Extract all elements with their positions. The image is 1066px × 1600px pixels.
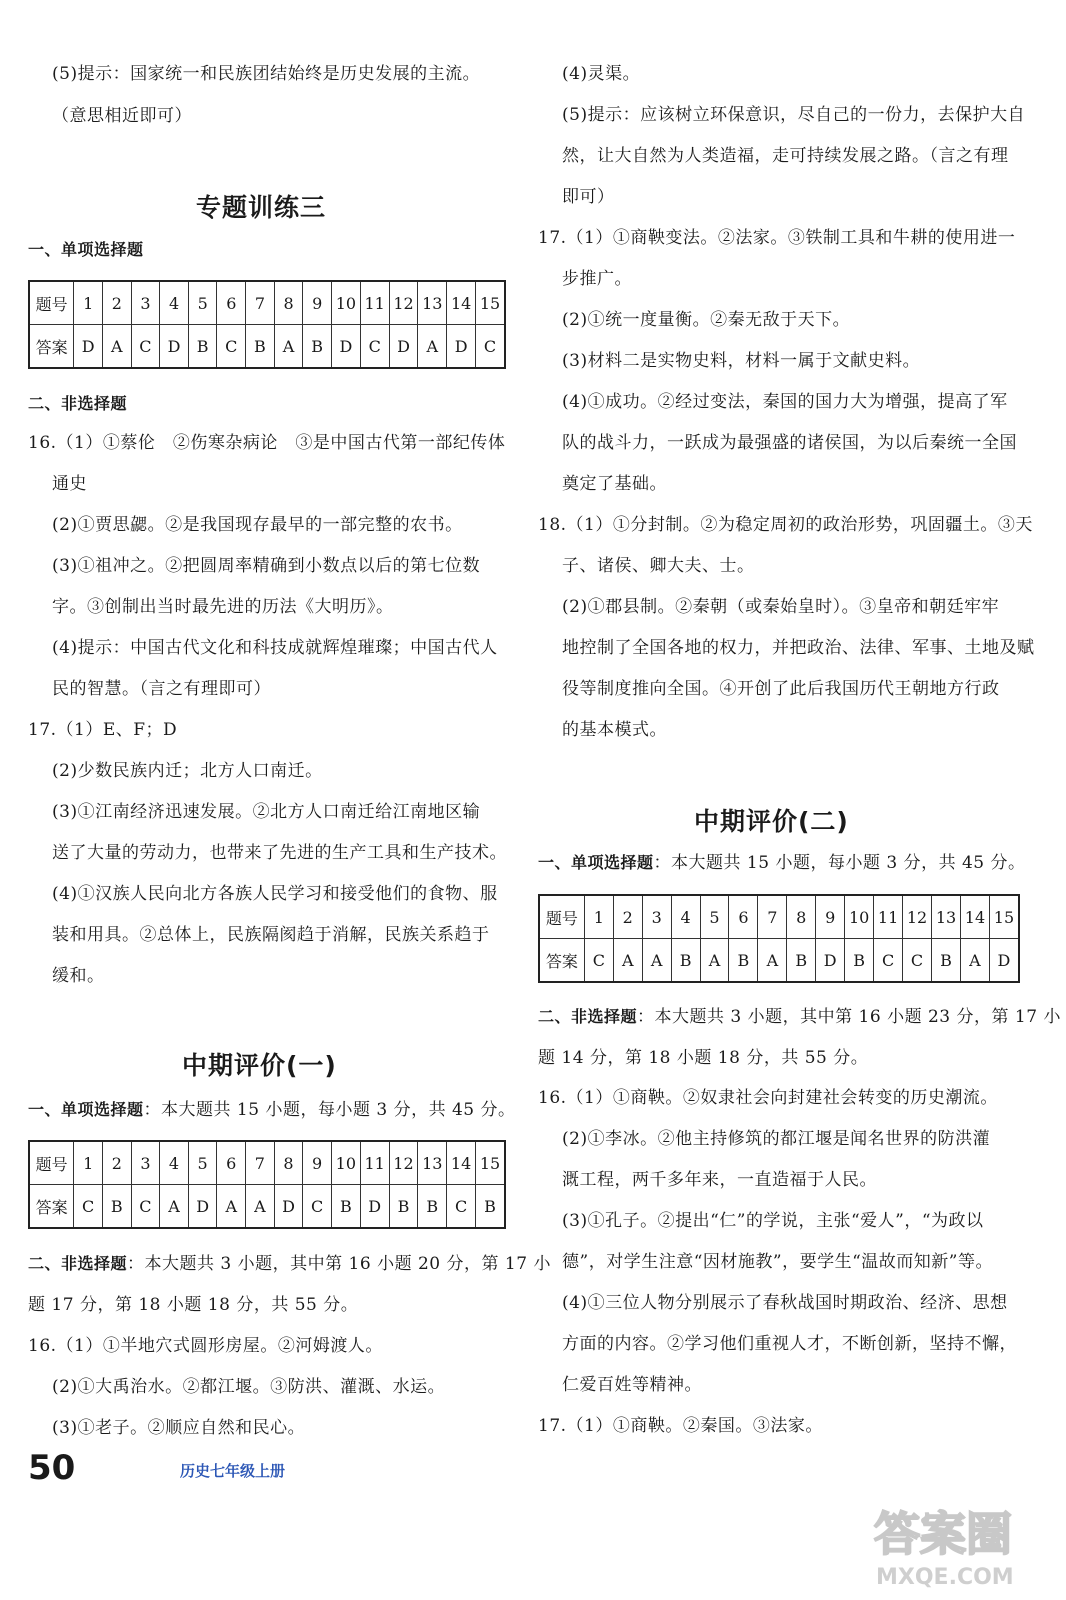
answer-line: (2)①统一度量衡。②秦无敌于天下。 (562, 310, 851, 330)
answer-cell: A (960, 939, 989, 983)
answer-line: 然，让大自然为人类造福，走可持续发展之路。（言之有理 (562, 146, 1009, 166)
answer-line: (2)①贾思勰。②是我国现存最早的一部完整的农书。 (52, 515, 463, 535)
answer-line: 子、诸侯、卿大夫、士。 (562, 556, 755, 576)
question-number-cell: 10 (845, 895, 874, 939)
answer-line: 17.（1）①商鞅变法。②法家。③铁制工具和牛耕的使用进一 (538, 228, 1016, 248)
answer-line: (4)①成功。②经过变法，秦国的国力大为增强，提高了军 (562, 392, 1008, 412)
question-number-cell: 13 (418, 281, 447, 325)
question-number-cell: 15 (989, 895, 1019, 939)
question-number-cell: 4 (160, 281, 189, 325)
answer-cell: D (74, 325, 103, 369)
table-row (539, 939, 1019, 983)
answer-cell: A (613, 939, 642, 983)
question-number-cell: 10 (331, 1141, 360, 1185)
question-number-cell: 13 (932, 895, 961, 939)
answer-cell: B (303, 325, 332, 369)
question-number-cell: 9 (303, 281, 332, 325)
question-number-cell: 11 (874, 895, 903, 939)
answer-line: 16.（1）①商鞅。②奴隶社会向封建社会转变的历史潮流。 (538, 1088, 998, 1108)
question-number-cell: 7 (758, 895, 787, 939)
question-number-cell: 14 (960, 895, 989, 939)
table-row (539, 895, 1019, 939)
part-heading: 一、单项选择题 (28, 240, 144, 259)
part-heading: 二、非选择题：本大题共 3 小题，其中第 16 小题 23 分，第 17 小 (538, 1007, 1061, 1027)
answer-cell: A (642, 939, 671, 983)
answer-cell: C (303, 1185, 332, 1229)
answer-line: 民的智慧。（言之有理即可） (52, 679, 271, 699)
answer-table-mid2 (538, 894, 1020, 983)
table-row (29, 1141, 505, 1185)
answer-cell: C (131, 325, 160, 369)
question-number-cell: 5 (700, 895, 729, 939)
question-number-cell: 15 (476, 281, 505, 325)
answer-cell: B (671, 939, 700, 983)
answer-cell: D (989, 939, 1019, 983)
question-number-cell: 7 (246, 1141, 275, 1185)
answer-line: 的基本模式。 (562, 720, 667, 740)
table-header-cell: 题号 (539, 895, 584, 939)
answer-line: (4)①三位人物分别展示了春秋战国时期政治、经济、思想 (562, 1293, 1008, 1313)
part-heading-cont: 题 14 分，第 18 小题 18 分，共 55 分。 (538, 1048, 869, 1068)
answer-cell: D (274, 1185, 303, 1229)
answer-line: 方面的内容。②学习他们重视人才，不断创新，坚持不懈， (562, 1334, 1017, 1354)
answer-line: (2)①李冰。②他主持修筑的都江堰是闻名世界的防洪灌 (562, 1129, 991, 1149)
answer-cell: B (787, 939, 816, 983)
answer-line: (2)①郡县制。②秦朝（或秦始皇时）。③皇帝和朝廷牢牢 (562, 597, 1000, 617)
answer-line: (3)①江南经济迅速发展。②北方人口南迁给江南地区输 (52, 802, 481, 822)
question-number-cell: 3 (642, 895, 671, 939)
answer-line: 缓和。 (52, 966, 105, 986)
answer-cell: C (874, 939, 903, 983)
answer-cell: D (389, 325, 418, 369)
answer-line: 步推广。 (562, 269, 632, 289)
table-row (29, 1185, 505, 1229)
answer-line: 役等制度推向全国。④开创了此后我国历代王朝地方行政 (562, 679, 1000, 699)
question-number-cell: 12 (903, 895, 932, 939)
answer-cell: B (188, 325, 217, 369)
answer-line: 德”，对学生注意“因材施教”，要学生“温故而知新”等。 (562, 1252, 993, 1272)
answer-cell: B (389, 1185, 418, 1229)
answer-cell: D (160, 325, 189, 369)
watermark-url: MXQE.COM (876, 1565, 1014, 1590)
answer-cell: A (160, 1185, 189, 1229)
answer-line: 即可） (562, 187, 615, 207)
answer-cell: D (816, 939, 845, 983)
answer-cell: C (584, 939, 613, 983)
question-number-cell: 1 (74, 1141, 103, 1185)
question-number-cell: 6 (729, 895, 758, 939)
question-number-cell: 10 (331, 281, 360, 325)
question-number-cell: 9 (303, 1141, 332, 1185)
answer-cell: D (331, 325, 360, 369)
watermark-text: 答案圈 (874, 1507, 1012, 1561)
intro-line: （意思相近即可） (52, 106, 192, 126)
answer-table-sec3 (28, 280, 506, 369)
question-number-cell: 1 (74, 281, 103, 325)
answer-cell: D (360, 1185, 389, 1229)
question-number-cell: 3 (131, 281, 160, 325)
table-header-cell: 题号 (29, 1141, 74, 1185)
answer-line: 17.（1）E、F；D (28, 720, 178, 740)
question-number-cell: 6 (217, 281, 246, 325)
question-number-cell: 7 (246, 281, 275, 325)
question-number-cell: 15 (476, 1141, 505, 1185)
answer-line: 字。③创制出当时最先进的历法《大明历》。 (52, 597, 394, 617)
watermark-logo (868, 1490, 1038, 1590)
question-number-cell: 2 (102, 281, 131, 325)
question-number-cell: 9 (816, 895, 845, 939)
part-heading-cont: 题 17 分，第 18 小题 18 分，共 55 分。 (28, 1295, 359, 1315)
answer-line: 仁爱百姓等精神。 (562, 1375, 702, 1395)
answer-cell: B (932, 939, 961, 983)
question-number-cell: 8 (274, 281, 303, 325)
answer-cell: C (217, 325, 246, 369)
table-header-cell: 答案 (29, 325, 74, 369)
section-title-sec3: 专题训练三 (196, 193, 327, 222)
part-heading: 一、单项选择题：本大题共 15 小题，每小题 3 分，共 45 分。 (28, 1100, 516, 1120)
answer-cell: C (447, 1185, 476, 1229)
question-number-cell: 6 (217, 1141, 246, 1185)
answer-line: (3)①老子。②顺应自然和民心。 (52, 1418, 306, 1438)
answer-line: 16.（1）①蔡伦 ②伤寒杂病论 ③是中国古代第一部纪传体 (28, 433, 506, 453)
table-header-cell: 答案 (29, 1185, 74, 1229)
part-heading: 二、非选择题 (28, 394, 128, 413)
answer-table-mid1 (28, 1140, 506, 1229)
answer-cell: B (331, 1185, 360, 1229)
table-row (29, 325, 505, 369)
answer-cell: A (246, 1185, 275, 1229)
answer-line: 16.（1）①半地穴式圆形房屋。②河姆渡人。 (28, 1336, 383, 1356)
table-header-cell: 题号 (29, 281, 74, 325)
answer-line: (4)①汉族人民向北方各族人民学习和接受他们的食物、服 (52, 884, 498, 904)
answer-cell: B (102, 1185, 131, 1229)
part-heading: 二、非选择题：本大题共 3 小题，其中第 16 小题 20 分，第 17 小 (28, 1254, 551, 1274)
question-number-cell: 1 (584, 895, 613, 939)
page-number: 50 (28, 1448, 76, 1488)
answer-line: (4)灵渠。 (562, 64, 641, 84)
answer-line: 17.（1）①商鞅。②秦国。③法家。 (538, 1416, 823, 1436)
answer-cell: B (476, 1185, 505, 1229)
section-title-mid1: 中期评价(一) (182, 1051, 337, 1080)
answer-line: (2)少数民族内迁；北方人口南迁。 (52, 761, 323, 781)
answer-line: 装和用具。②总体上，民族隔阂趋于消解，民族关系趋于 (52, 925, 490, 945)
section-title-mid2: 中期评价(二) (694, 807, 849, 836)
answer-cell: A (217, 1185, 246, 1229)
question-number-cell: 12 (389, 281, 418, 325)
answer-line: 溉工程，两千多年来，一直造福于人民。 (562, 1170, 877, 1190)
question-number-cell: 4 (160, 1141, 189, 1185)
answer-cell: C (74, 1185, 103, 1229)
part-heading: 一、单项选择题：本大题共 15 小题，每小题 3 分，共 45 分。 (538, 853, 1026, 873)
answer-line: (3)①孔子。②提出“仁”的学说，主张“爱人”，“为政以 (562, 1211, 984, 1231)
question-number-cell: 2 (613, 895, 642, 939)
answer-line: (5)提示：应该树立环保意识，尽自己的一份力，去保护大自 (562, 105, 1026, 125)
answer-cell: B (418, 1185, 447, 1229)
book-title: 历史七年级上册 (180, 1462, 286, 1480)
answer-line: (3)材料二是实物史料，材料一属于文献史料。 (562, 351, 921, 371)
question-number-cell: 14 (447, 1141, 476, 1185)
answer-cell: A (102, 325, 131, 369)
answer-line: (3)①祖冲之。②把圆周率精确到小数点以后的第七位数 (52, 556, 481, 576)
answer-cell: A (418, 325, 447, 369)
answer-line: 送了大量的劳动力，也带来了先进的生产工具和生产技术。 (52, 843, 507, 863)
answer-line: 奠定了基础。 (562, 474, 667, 494)
question-number-cell: 2 (102, 1141, 131, 1185)
answer-line: (4)提示：中国古代文化和科技成就辉煌璀璨；中国古代人 (52, 638, 498, 658)
question-number-cell: 8 (274, 1141, 303, 1185)
question-number-cell: 5 (188, 281, 217, 325)
intro-line: (5)提示：国家统一和民族团结始终是历史发展的主流。 (52, 64, 481, 84)
answer-cell: D (447, 325, 476, 369)
answer-cell: D (188, 1185, 217, 1229)
question-number-cell: 4 (671, 895, 700, 939)
answer-line: 地控制了全国各地的权力，并把政治、法律、军事、土地及赋 (562, 638, 1035, 658)
question-number-cell: 12 (389, 1141, 418, 1185)
question-number-cell: 8 (787, 895, 816, 939)
answer-line: 通史 (52, 474, 87, 494)
answer-cell: B (246, 325, 275, 369)
question-number-cell: 13 (418, 1141, 447, 1185)
answer-cell: A (758, 939, 787, 983)
answer-cell: B (845, 939, 874, 983)
answer-cell: C (476, 325, 505, 369)
answer-cell: C (903, 939, 932, 983)
question-number-cell: 3 (131, 1141, 160, 1185)
answer-cell: C (131, 1185, 160, 1229)
question-number-cell: 5 (188, 1141, 217, 1185)
table-row (29, 281, 505, 325)
answer-cell: B (729, 939, 758, 983)
question-number-cell: 11 (360, 1141, 389, 1185)
question-number-cell: 11 (360, 281, 389, 325)
answer-cell: C (360, 325, 389, 369)
answer-line: 队的战斗力，一跃成为最强盛的诸侯国，为以后秦统一全国 (562, 433, 1017, 453)
answer-cell: A (274, 325, 303, 369)
table-header-cell: 答案 (539, 939, 584, 983)
answer-line: (2)①大禹治水。②都江堰。③防洪、灌溉、水运。 (52, 1377, 446, 1397)
question-number-cell: 14 (447, 281, 476, 325)
answer-cell: A (700, 939, 729, 983)
answer-line: 18.（1）①分封制。②为稳定周初的政治形势，巩固疆土。③天 (538, 515, 1033, 535)
